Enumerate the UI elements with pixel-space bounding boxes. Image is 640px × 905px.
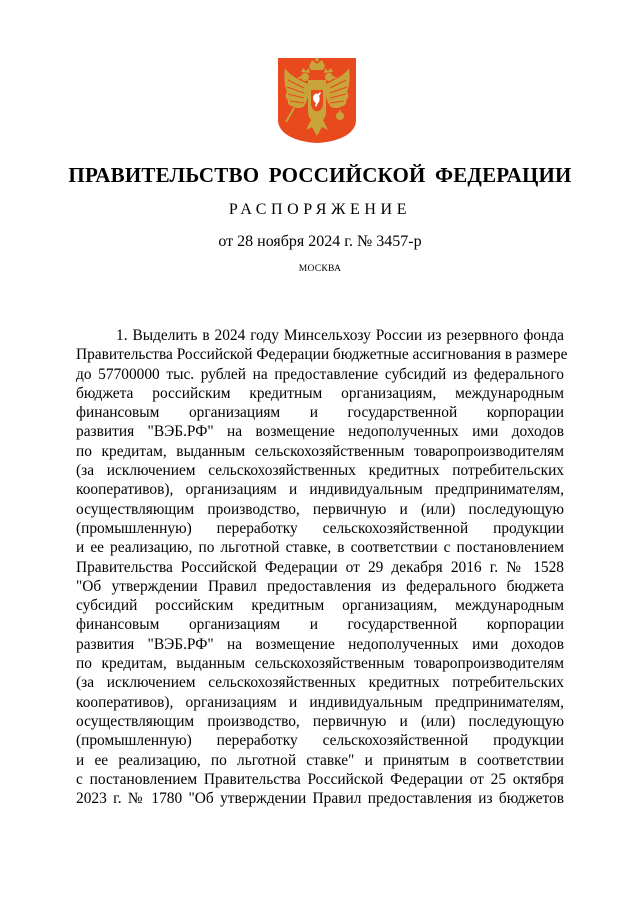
body-line: Правительства Российской Федерации от 29 декабря 2016 г. № 1528 bbox=[76, 558, 564, 576]
body-line: по кредитам, выданным сельскохозяйственным товаропроизводителям bbox=[76, 655, 564, 673]
body-line: и ее реализацию, по льготной ставке, в соответствии с постановлением bbox=[76, 539, 564, 557]
government-title: ПРАВИТЕЛЬСТВО РОССИЙСКОЙ ФЕДЕРАЦИИ bbox=[68, 163, 572, 187]
body-line: финансовым организациям и государственной корпорации bbox=[76, 616, 564, 634]
body-line: 1. Выделить в 2024 году Минсельхозу России из резервного фонда bbox=[116, 327, 564, 344]
body-line: (за исключением сельскохозяйственных кредитных потребительских bbox=[76, 462, 564, 480]
body-line: осуществляющим производство, первичную и (или) последующую bbox=[76, 500, 564, 518]
body-line: до 57700000 тыс. рублей на предоставление субсидий из федерального bbox=[76, 365, 564, 383]
coat-of-arms-icon bbox=[276, 56, 358, 144]
body-line: развития "ВЭБ.РФ" на возмещение недополученных ими доходов bbox=[76, 423, 564, 441]
body-line: бюджета российским кредитным организациям, международным bbox=[76, 384, 564, 402]
body-line: развития "ВЭБ.РФ" на возмещение недополученных ими доходов bbox=[76, 635, 564, 653]
body-line: осуществляющим производство, первичную и (или) последующую bbox=[76, 712, 564, 730]
body-line: финансовым организациям и государственной корпорации bbox=[76, 404, 564, 422]
document-date-number: от 28 ноября 2024 г. № 3457-р bbox=[218, 233, 422, 250]
body-line: с постановлением Правительства Российской Федерации от 25 октября bbox=[76, 770, 564, 788]
body-line: (за исключением сельскохозяйственных кредитных потребительских bbox=[76, 674, 564, 692]
body-line: Правительства Российской Федерации бюджетные ассигнования в размере bbox=[76, 346, 568, 364]
body-line: кооперативов), организациям и индивидуальным предпринимателям, bbox=[76, 693, 564, 711]
body-line: (промышленную) переработку сельскохозяйственной продукции bbox=[76, 519, 564, 537]
body-line: (промышленную) переработку сельскохозяйственной продукции bbox=[76, 732, 564, 750]
document-body bbox=[76, 326, 568, 808]
body-line: кооперативов), организациям и индивидуальным предпринимателям, bbox=[76, 481, 564, 499]
body-line: и ее реализацию, по льготной ставке" и принятым в соответствии bbox=[76, 751, 564, 769]
body-line: "Об утверждении Правил предоставления из федерального бюджета bbox=[76, 577, 564, 595]
body-line: 2023 г. № 1780 "Об утверждении Правил предоставления из бюджетов bbox=[76, 790, 564, 808]
document-type: РАСПОРЯЖЕНИЕ bbox=[228, 201, 412, 218]
body-line: по кредитам, выданным сельскохозяйственным товаропроизводителям bbox=[76, 442, 564, 460]
body-line: субсидий российским кредитным организациям, международным bbox=[76, 597, 564, 615]
document-city: МОСКВА bbox=[298, 264, 342, 274]
